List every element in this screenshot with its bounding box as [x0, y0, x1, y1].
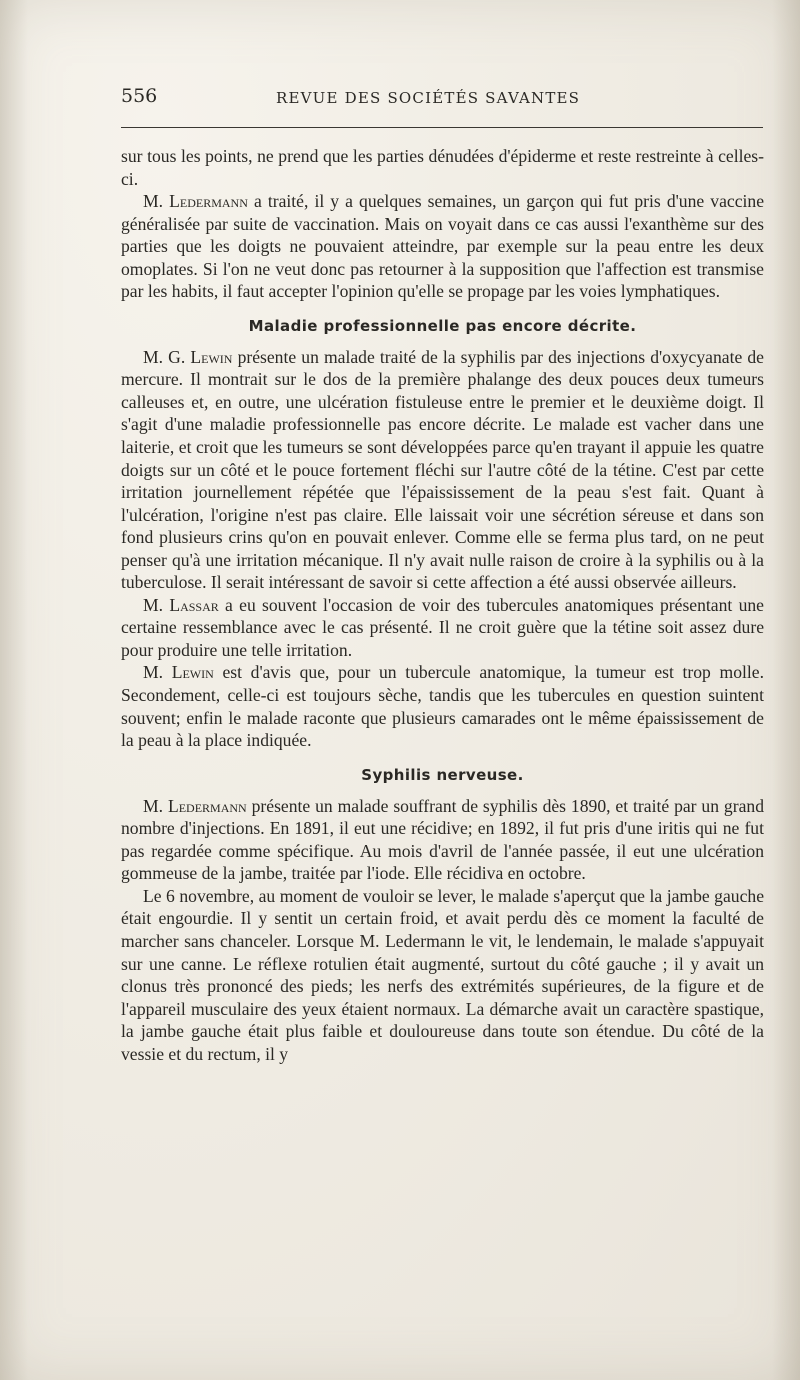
- paragraph-prefix: M.: [143, 594, 170, 615]
- page-number: 556: [121, 85, 158, 107]
- author-name: Ledermann: [167, 795, 247, 816]
- page-edge-shadow-right: [772, 0, 800, 1380]
- paragraph: [121, 346, 764, 594]
- paragraph-prefix: M.: [143, 191, 170, 212]
- paragraph-prefix: M.: [143, 662, 172, 683]
- paragraph-text: a traité, il y a quelques semaines, un garçon qui fut pris d'une vaccine généralisée par suite de vaccination. Mais on voyait dans ce cas aussi l'exanthème sur des parties que les doigts ne pouvaient atteindre, par exemple sur la peau entre les deux omoplates. Si l'on ne veut donc pas retourner à la supposition que l'affection est transmise par les habits, il faut accepter l'opinion qu'elle se propage par les voies lymphatiques.: [121, 191, 764, 302]
- paragraph-text: a eu souvent l'occasion de voir des tubercules anatomiques présentant une certaine ressemblance avec le cas présenté. Il ne croit guère que la tétine soit assez dure pour produire une telle irritation.: [121, 594, 764, 660]
- paragraph-text: présente un malade souffrant de syphilis dès 1890, et traité par un grand nombre d'injections. En 1891, il eut une récidive; en 1892, il fut pris d'une iritis qui ne fut pas regardée comme spécifique. Au mois d'avril de l'année passée, il eut une ulcération gommeuse de la jambe, traitée par l'iode. Elle récidiva en octobre.: [121, 795, 764, 884]
- paragraph-prefix: M. G.: [143, 346, 191, 367]
- page-header: [121, 85, 763, 115]
- paragraph: [121, 190, 764, 303]
- author-name: Lassar: [169, 594, 219, 615]
- page-edge-shadow-left: [0, 0, 28, 1380]
- section-heading: Syphilis nerveuse.: [361, 765, 524, 784]
- header-rule: [121, 127, 763, 128]
- author-name: Ledermann: [169, 191, 248, 212]
- paragraph-text: est d'avis que, pour un tubercule anatomique, la tumeur est trop molle. Secondement, celle-ci est toujours sèche, tandis que les tubercules en question suintent souvent; enfin le malade raconte que plusieurs camarades ont le même épaississement de la peau à la place indiquée.: [121, 662, 764, 751]
- paragraph: [121, 795, 764, 885]
- paragraph: sur tous les points, ne prend que les parties dénudées d'épiderme et reste restreinte à celles-ci.: [121, 146, 764, 189]
- paragraph: [121, 661, 764, 751]
- author-name: Lewin: [190, 346, 233, 367]
- paragraph-prefix: M.: [143, 795, 168, 816]
- body-text: [121, 145, 764, 1065]
- section-heading: Maladie professionnelle pas encore décrite.: [248, 316, 637, 335]
- paragraph: [121, 594, 764, 662]
- paragraph-text: présente un malade traité de la syphilis par des injections d'oxycyanate de mercure. Il montrait sur le dos de la première phalange des deux pouces deux tumeurs calleuses et, en outre, une ulcération fistuleuse entre le premier et le deuxième doigt. Il s'agit d'une maladie professionnelle pas encore décrite. Le malade est vacher dans une laiterie, et croit que les tumeurs se sont développées parce qu'en trayant il appuie les quatre doigts sur un côté et le pouce fortement fléchi sur l'autre côté de la tétine. C'est par cette irritation journellement répétée que l'épaississement de la peau s'est fait. Quant à l'ulcération, l'origine n'est pas claire. Elle laissait voir une sécrétion séreuse et dans son fond plusieurs crins qu'on en pouvait enlever. Comme elle se ferma plus tard, on ne peut penser qu'à une irritation mécanique. Il n'y avait nulle raison de croire à la syphilis ou à la tuberculose. Il serait intéressant de savoir si cette affection a été aussi observée ailleurs.: [121, 346, 764, 593]
- paragraph: Le 6 novembre, au moment de vouloir se lever, le malade s'aperçut que la jambe gauche était engourdie. Il y sentit un certain froid, et avait perdu dès ce moment la faculté de marcher sans chanceler. Lorsque M. Ledermann le vit, le lendemain, le malade s'appuyait sur une canne. Le réflexe rotulien était augmenté, surtout du côté gauche ; il y avait un clonus très prononcé des pieds; les nerfs des extrémités supérieures, de la figure et de l'appareil musculaire des yeux étaient normaux. La démarche avait un caractère spastique, la jambe gauche était plus faible et douloureuse dans toute son étendue. Du côté de la vessie et du rectum, il y: [121, 885, 764, 1064]
- author-name: Lewin: [171, 662, 214, 683]
- running-title: REVUE DES SOCIÉTÉS SAVANTES: [276, 89, 581, 107]
